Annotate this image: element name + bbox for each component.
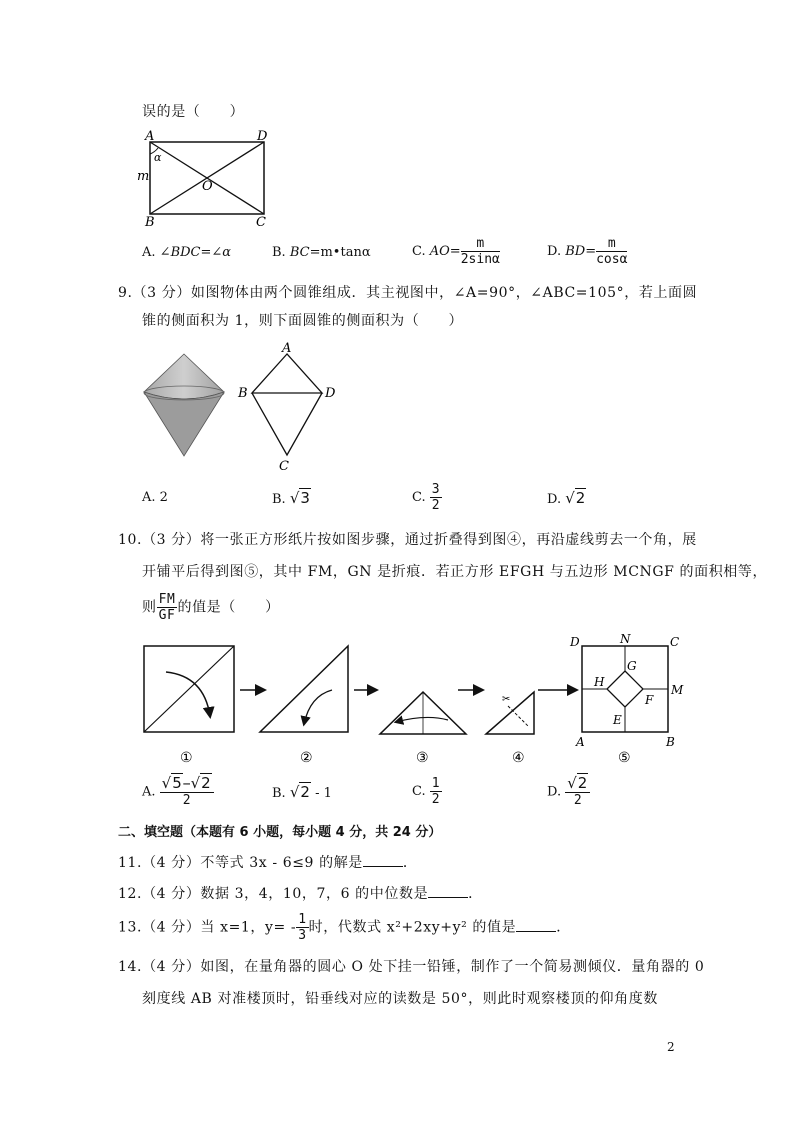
q8-label-c: C bbox=[256, 215, 266, 228]
q13-fraction bbox=[296, 912, 308, 943]
q10-ratio-den: GF bbox=[158, 608, 176, 623]
q12-text: 12.（4 分）数据 3，4，10，7，6 的中位数是 bbox=[118, 886, 429, 902]
q9-option-b-radicand: 3 bbox=[300, 489, 310, 507]
q10-option-a-fraction bbox=[160, 776, 214, 808]
q13-answer-blank[interactable] bbox=[516, 917, 556, 932]
q8-option-d-pre: BD= bbox=[565, 244, 597, 259]
q9-label-b: B bbox=[238, 386, 248, 401]
q9-label-c: C bbox=[279, 459, 289, 474]
q8-option-d-fraction bbox=[596, 236, 627, 267]
q10-option-a-den: 2 bbox=[182, 793, 191, 808]
q10-stem-line3 bbox=[142, 592, 280, 623]
q10-step2-label: ② bbox=[300, 750, 313, 766]
q10-option-a-sqrt2: √2 bbox=[190, 774, 211, 792]
q9-stem-line2: 锥的侧面积为 1，则下面圆锥的侧面积为（ ） bbox=[142, 313, 464, 329]
q9-option-a-letter: A. bbox=[142, 490, 156, 505]
q10-option-c[interactable] bbox=[412, 776, 442, 807]
q8-tail-text: 误的是（ ） bbox=[142, 104, 245, 120]
q9-option-c-letter: C. bbox=[412, 490, 426, 505]
q8-option-c[interactable] bbox=[412, 236, 500, 267]
q8-option-a[interactable] bbox=[142, 243, 231, 263]
q10-step1-fold-arrow bbox=[166, 672, 210, 716]
q9-double-cone-figure bbox=[140, 350, 230, 460]
q10-step5-label-c: C bbox=[670, 635, 680, 649]
q10-stem-line1: 10.（3 分）将一张正方形纸片按如图步骤，通过折叠得到图④，再沿虚线剪去一个角，展 bbox=[118, 532, 697, 548]
q10-step4-label: ④ bbox=[512, 750, 525, 766]
q10-option-d-num bbox=[565, 776, 590, 793]
page-number: 2 bbox=[667, 1040, 675, 1054]
q8-option-b-mid: m•tan bbox=[320, 245, 362, 260]
q8-option-b-letter: B. bbox=[272, 245, 286, 260]
q10-step5-label-h: H bbox=[594, 675, 605, 689]
q10-option-d-radicand: 2 bbox=[577, 774, 588, 792]
q12 bbox=[118, 883, 483, 904]
q9-option-d-letter: D. bbox=[547, 492, 562, 507]
q10-option-a-radicand-a: 5 bbox=[172, 774, 182, 792]
q9-front-view-figure bbox=[232, 340, 342, 475]
q9-option-d-radicand: 2 bbox=[575, 489, 586, 507]
q10-option-d-sqrt: √2 bbox=[567, 774, 588, 792]
q9-option-a-text: 2 bbox=[159, 490, 168, 505]
q10-stem-line2: 开铺平后得到图⑤，其中 FM，GN 是折痕．若正方形 EFGH 与五边形 MCNGF 的面积相等， bbox=[142, 564, 768, 580]
q8-label-o: O bbox=[202, 179, 213, 194]
q9-option-c-den: 2 bbox=[431, 498, 440, 513]
q9-label-a: A bbox=[282, 341, 292, 356]
q9-kite-lower bbox=[252, 393, 322, 455]
q8-option-d[interactable] bbox=[547, 236, 627, 267]
q10-option-d-letter: D. bbox=[547, 784, 562, 800]
q8-option-a-text: ∠BDC=∠α bbox=[159, 245, 232, 260]
q8-option-d-letter: D. bbox=[547, 244, 562, 259]
q8-option-b-pre: BC= bbox=[289, 245, 321, 260]
q8-label-b: B bbox=[145, 215, 155, 228]
q13-num: 1 bbox=[298, 912, 307, 927]
q10-option-b-tail: - 1 bbox=[315, 786, 332, 801]
q9-upper-cone bbox=[144, 354, 224, 399]
q10-step4-cut-line bbox=[508, 706, 528, 726]
q8-option-c-fraction bbox=[461, 236, 500, 267]
q14-stem-line2: 刻度线 AB 对准楼顶时，铅垂线对应的读数是 50°，则此时观察楼顶的仰角度数 bbox=[142, 991, 658, 1007]
q10-step2-fold-arrow bbox=[304, 690, 332, 724]
q9-label-d: D bbox=[325, 386, 336, 401]
q8-option-c-pre: AO= bbox=[429, 244, 461, 259]
q10-step5-label-g: G bbox=[627, 659, 637, 673]
q11 bbox=[118, 852, 418, 873]
q10-stem-line3-post: 的值是（ ） bbox=[177, 599, 280, 616]
q10-step5-label-b: B bbox=[666, 735, 675, 749]
q10-option-a-letter: A. bbox=[142, 784, 156, 800]
q10-option-d-den: 2 bbox=[573, 793, 582, 808]
q13 bbox=[118, 912, 571, 943]
section-2-heading: 二、填空题（本题有 6 小题，每小题 4 分，共 24 分） bbox=[118, 825, 442, 840]
q9-option-d[interactable] bbox=[547, 488, 586, 510]
q10-step1-label: ① bbox=[180, 750, 193, 766]
q9-option-b-letter: B. bbox=[272, 492, 286, 507]
q10-step5-label-a: A bbox=[576, 735, 585, 749]
q10-option-b-sqrt: √2 bbox=[289, 783, 310, 801]
q10-option-a-sqrt5: √5 bbox=[161, 774, 182, 792]
q9-option-c-fraction bbox=[430, 482, 442, 513]
q8-option-a-letter: A. bbox=[142, 245, 156, 260]
q10-step1-diagonal bbox=[144, 646, 234, 732]
q10-option-b-letter: B. bbox=[272, 786, 286, 801]
q13-end: ． bbox=[556, 919, 571, 936]
q10-step5-label-n: N bbox=[620, 632, 631, 646]
q9-lower-cone bbox=[144, 392, 224, 456]
q10-step3-fold-arrow bbox=[396, 717, 448, 722]
q10-step5-label-e: E bbox=[613, 713, 622, 727]
q8-option-b[interactable] bbox=[272, 243, 371, 263]
q10-option-c-letter: C. bbox=[412, 784, 426, 799]
q13-text: 13.（4 分）当 x=1，y= - bbox=[118, 919, 297, 936]
q10-step5-inner-square bbox=[607, 671, 643, 707]
q10-folding-steps-figure bbox=[136, 632, 696, 772]
q9-kite-shape bbox=[252, 354, 322, 393]
q10-option-b-radicand: 2 bbox=[300, 783, 310, 801]
q8-label-a: A bbox=[145, 129, 155, 144]
q10-step3-label: ③ bbox=[416, 750, 429, 766]
q10-option-a[interactable] bbox=[142, 776, 214, 808]
q8-option-d-num: m bbox=[596, 236, 627, 252]
q10-option-c-den: 2 bbox=[431, 792, 440, 807]
q10-step5-label-m: M bbox=[671, 683, 684, 697]
q10-option-c-num: 1 bbox=[431, 776, 440, 791]
q9-stem-line1: 9.（3 分）如图物体由两个圆锥组成．其主视图中，∠A=90°，∠ABC=105°，若上面圆 bbox=[118, 285, 698, 301]
q9-option-b[interactable] bbox=[272, 488, 311, 510]
q8-label-m: m bbox=[137, 169, 150, 184]
q8-option-c-den: 2sinα bbox=[460, 252, 500, 267]
q8-label-d: D bbox=[257, 129, 268, 144]
q9-option-c-num: 3 bbox=[431, 482, 440, 497]
q10-ratio-fraction bbox=[157, 592, 178, 623]
q10-step5-label: ⑤ bbox=[618, 750, 631, 766]
q10-step5-label-d: D bbox=[570, 635, 580, 649]
q10-option-a-minus: − bbox=[182, 777, 191, 792]
q10-option-a-radicand-b: 2 bbox=[201, 774, 211, 792]
q10-ratio-num: FM bbox=[158, 592, 176, 607]
q12-end: ． bbox=[468, 886, 483, 902]
q8-option-b-tail: α bbox=[361, 245, 371, 260]
q9-option-b-sqrt: √3 bbox=[289, 489, 310, 507]
q8-option-c-letter: C. bbox=[412, 244, 426, 259]
q9-option-d-sqrt: √2 bbox=[565, 489, 586, 507]
q10-option-a-num bbox=[160, 776, 214, 793]
q10-option-b[interactable] bbox=[272, 782, 332, 804]
q10-step4-scissors-icon: ✂ bbox=[502, 694, 511, 705]
q10-option-d[interactable] bbox=[547, 776, 590, 808]
q10-stem-line3-pre: 则 bbox=[142, 599, 157, 616]
q8-option-c-num: m bbox=[461, 236, 500, 252]
q11-end: ． bbox=[402, 855, 418, 871]
q9-option-a[interactable] bbox=[142, 488, 168, 508]
q10-option-c-fraction bbox=[430, 776, 442, 807]
q11-answer-blank[interactable] bbox=[363, 852, 403, 867]
q8-option-d-den: cosα bbox=[596, 252, 628, 267]
q9-option-c[interactable] bbox=[412, 482, 442, 513]
q12-answer-blank[interactable] bbox=[428, 883, 468, 898]
q10-step2-median bbox=[304, 689, 348, 732]
q11-text: 11.（4 分）不等式 3x - 6≤9 的解是 bbox=[118, 855, 363, 871]
q8-label-alpha: α bbox=[154, 151, 162, 164]
q14-stem-line1: 14.（4 分）如图，在量角器的圆心 O 处下挂一铅锤，制作了一个简易测倾仪．量角器的 0 bbox=[118, 959, 705, 975]
q10-step5-label-f: F bbox=[645, 693, 654, 707]
q8-rectangle-figure bbox=[136, 128, 276, 228]
q13-den: 3 bbox=[298, 928, 307, 943]
q10-option-d-fraction bbox=[565, 776, 590, 808]
q13-mid: 时，代数式 x²+2xy+y² 的值是 bbox=[308, 919, 517, 936]
